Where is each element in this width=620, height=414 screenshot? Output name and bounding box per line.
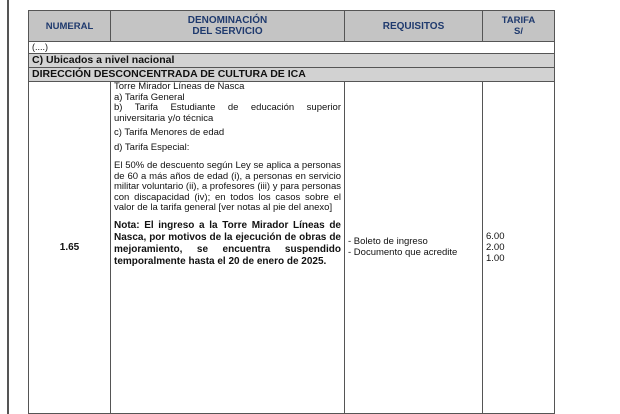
requisito-item: - Documento que acredite bbox=[348, 246, 458, 258]
tarifa-item-b: b) Tarifa Estudiante de educación superior universitaria y/o técnica bbox=[114, 102, 341, 124]
section-direccion-label: DIRECCIÓN DESCONCENTRADA DE CULTURA DE ICA bbox=[29, 68, 555, 82]
requisito-item: - Boleto de ingreso bbox=[348, 236, 428, 247]
tupa-table bbox=[28, 10, 555, 414]
header-tarifa-line1: TARIFA bbox=[501, 15, 536, 26]
tarifa-item-c: c) Tarifa Menores de edad bbox=[114, 127, 225, 138]
ellipsis-row bbox=[29, 42, 555, 54]
header-tarifa-line2: S/ bbox=[514, 26, 523, 37]
header-denominacion-line1: DENOMINACIÓN bbox=[187, 15, 268, 26]
tarifa-value: 1.00 bbox=[486, 253, 505, 264]
header-requisitos-label: REQUISITOS bbox=[382, 20, 445, 32]
row-denominacion bbox=[111, 82, 345, 414]
section-row-c bbox=[29, 54, 555, 68]
header-denominacion bbox=[111, 11, 345, 42]
header-tarifa bbox=[483, 11, 555, 42]
section-row-direccion bbox=[29, 68, 555, 82]
header-numeral bbox=[29, 11, 111, 42]
ellipsis-cell: (....) bbox=[29, 42, 555, 54]
table-header-row bbox=[29, 11, 555, 42]
row-tarifas bbox=[483, 82, 555, 414]
row-numeral: 1.65 bbox=[29, 82, 111, 414]
service-title: Torre Mirador Líneas de Nasca bbox=[114, 81, 245, 92]
row-requisitos bbox=[345, 82, 483, 414]
suspension-note: Nota: El ingreso a la Torre Mirador Líneas de Nasca, por motivos de la ejecución de obras de mejoramiento, se encuentra suspendido temporalmente hasta el 20 de enero de 2025. bbox=[114, 219, 341, 267]
tarifa-item-d: d) Tarifa Especial: bbox=[114, 141, 190, 153]
header-numeral-label: NUMERAL bbox=[45, 20, 94, 32]
header-denominacion-line2: DEL SERVICIO bbox=[192, 26, 263, 37]
tarifa-especial-description: El 50% de descuento según Ley se aplica a personas de 60 a más años de edad (i), a personas en servicio militar voluntario (ii), a profesores (iii) y para personas con discapacidad (iv); en todos los casos sobre el valor de la tarifa general [ver notas al pie del anexo] bbox=[114, 160, 341, 213]
table-row bbox=[29, 82, 555, 414]
tarifa-item-a: a) Tarifa General bbox=[114, 91, 185, 103]
page-left-border bbox=[7, 0, 9, 414]
header-requisitos bbox=[345, 11, 483, 42]
tarifa-value: 6.00 bbox=[486, 231, 505, 242]
tarifa-value: 2.00 bbox=[486, 242, 505, 253]
section-c-label: C) Ubicados a nivel nacional bbox=[29, 54, 555, 68]
